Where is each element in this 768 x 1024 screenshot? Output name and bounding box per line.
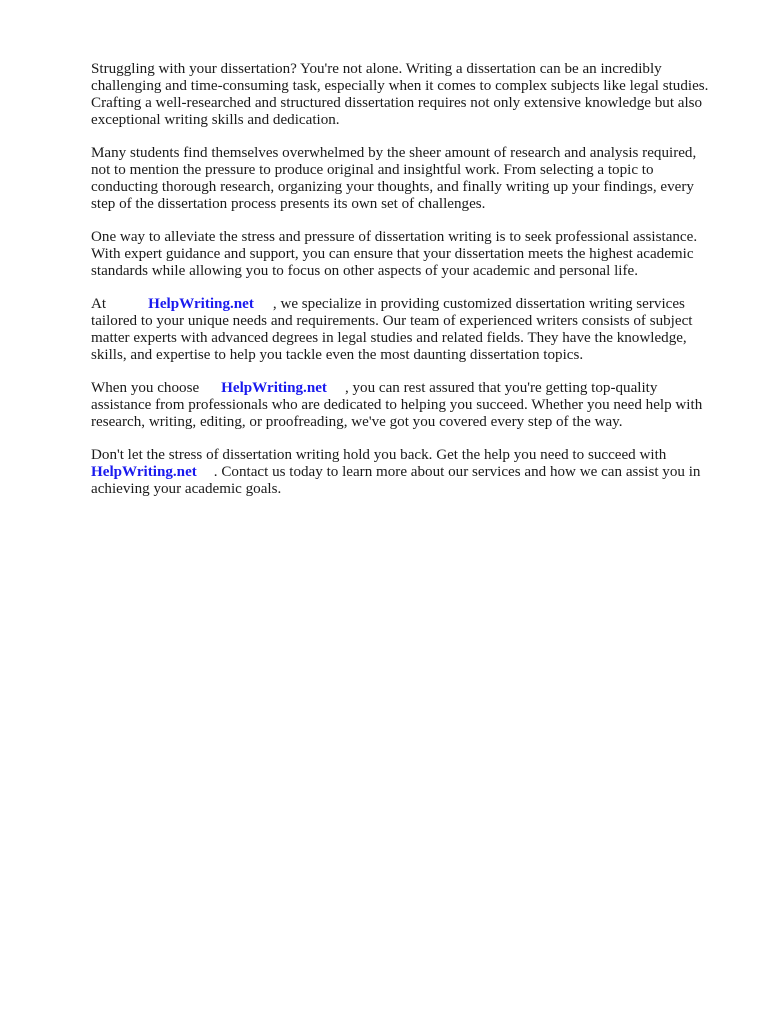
paragraph-closing-rest: . Contact us today to learn more about our services and how we can assist you in achieving your academic goals. [91,464,701,497]
paragraph-intro: Struggling with your dissertation? You're not alone. Writing a dissertation can be an incredibly challenging and time-consuming task, especially when it comes to complex subjects like legal studies. Crafting a well-researched and structured dissertation requires not only extensive knowledge but also exceptional writing skills and dedication. [91,61,709,128]
helpwriting-link-2[interactable]: HelpWriting.net [221,380,327,396]
paragraph-assistance: One way to alleviate the stress and pressure of dissertation writing is to seek professional assistance. With expert guidance and support, you can ensure that your dissertation meets the highest academic standards while allowing you to focus on other aspects of your academic and personal life. [91,229,698,279]
paragraph-services [91,296,731,364]
paragraph-closing [91,447,731,498]
helpwriting-link-3[interactable]: HelpWriting.net [91,464,197,480]
document-body [91,61,731,514]
paragraph-services-rest: , we specialize in providing customized dissertation writing services tailored to your unique needs and requirements. Our team of experienced writers consists of subject matter experts with advanced degrees in legal studies and related fields. They have the knowledge, skills, and expertise to help you tackle even the most daunting dissertation topics. [91,296,693,363]
paragraph-challenges: Many students find themselves overwhelmed by the sheer amount of research and analysis required, not to mention the pressure to produce original and insightful work. From selecting a topic to conducting thorough research, organizing your thoughts, and finally writing up your findings, every step of the dissertation process presents its own set of challenges. [91,145,697,212]
paragraph-services-lead: At [91,296,107,312]
helpwriting-link-1[interactable]: HelpWriting.net [148,296,254,312]
paragraph-choose [91,380,731,431]
paragraph-closing-lead: Don't let the stress of dissertation writing hold you back. Get the help you need to succeed with [91,447,667,463]
paragraph-choose-lead: When you choose [91,380,200,396]
paragraph-choose-rest: , you can rest assured that you're getting top-quality assistance from professionals who are dedicated to helping you succeed. Whether you need help with research, writing, editing, or proofreading, we've got you covered every step of the way. [91,380,703,430]
